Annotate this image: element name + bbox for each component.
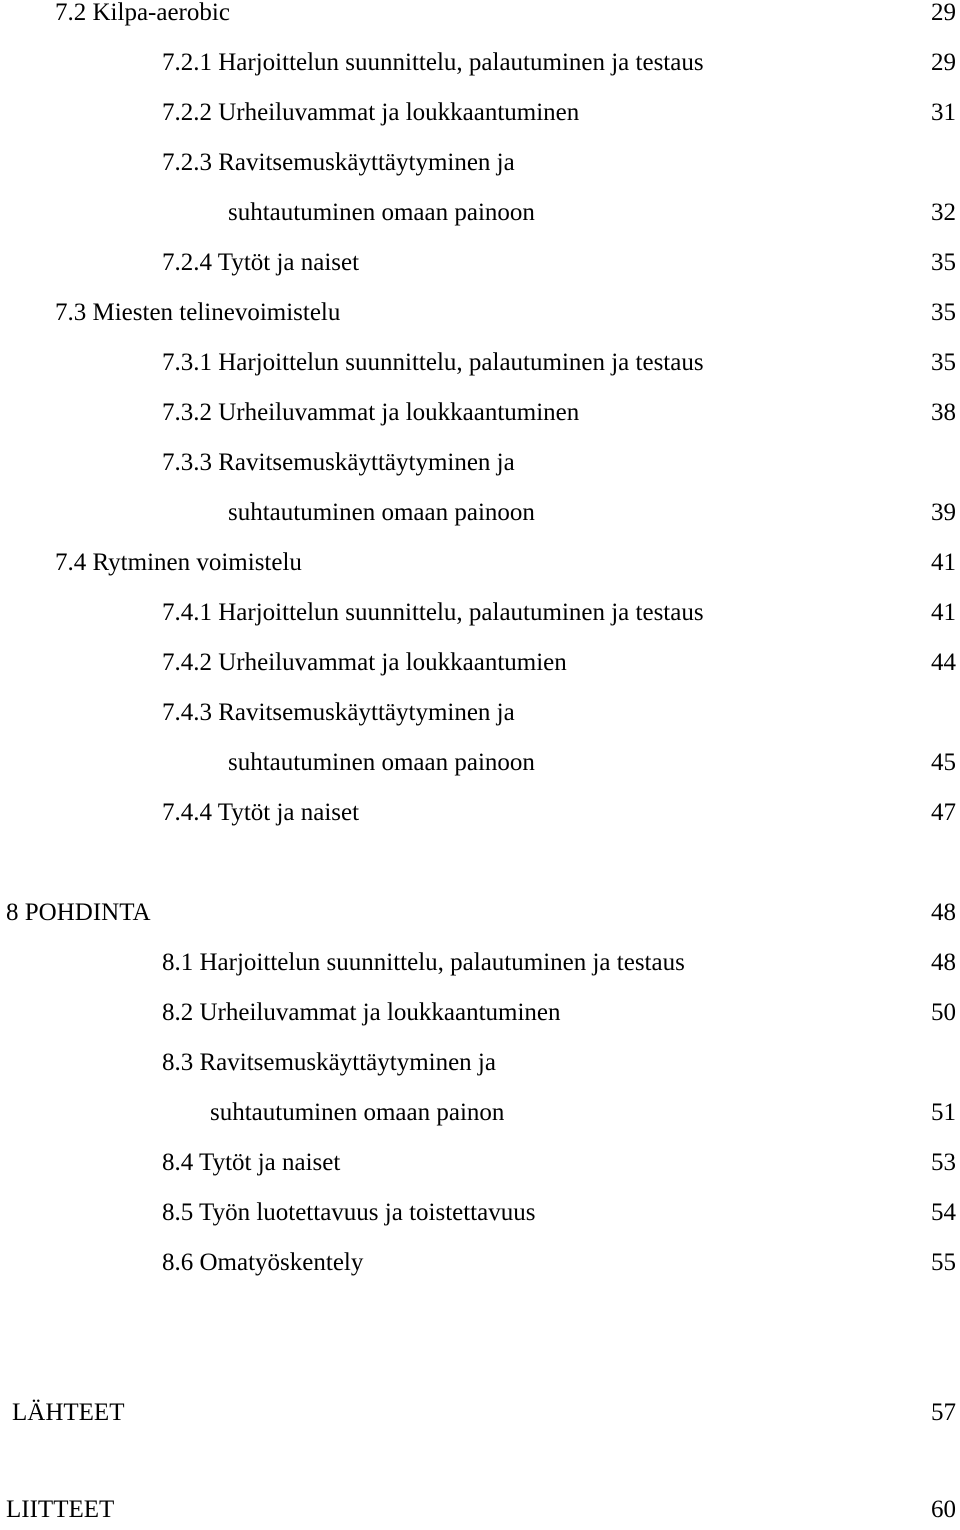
toc-entry-page-number: 29 xyxy=(931,0,956,26)
toc-entry xyxy=(0,1043,960,1083)
toc-entry xyxy=(0,343,960,383)
toc-entry-page-number: 44 xyxy=(931,649,956,676)
toc-entry-title: 7.4.3 Ravitsemuskäyttäytyminen ja xyxy=(162,699,515,726)
toc-entry-title: 8.6 Omatyöskentely xyxy=(162,1249,364,1276)
toc-entry-title: 8.5 Työn luotettavuus ja toistettavuus xyxy=(162,1199,536,1226)
toc-entry-title: 7.3 Miesten telinevoimistelu xyxy=(55,299,341,326)
toc-entry xyxy=(0,893,960,933)
toc-entry-title: 7.4.2 Urheiluvammat ja loukkaantumien xyxy=(162,649,567,676)
toc-entry-page-number: 29 xyxy=(931,49,956,76)
toc-entry xyxy=(0,193,960,233)
toc-entry xyxy=(0,493,960,533)
toc-entry-title: suhtautuminen omaan painon xyxy=(210,1099,505,1126)
toc-entry-page-number: 35 xyxy=(931,249,956,276)
toc-entry xyxy=(0,943,960,983)
toc-entry xyxy=(0,393,960,433)
toc-entry-page-number: 47 xyxy=(931,799,956,826)
toc-entry-title: LÄHTEET xyxy=(12,1399,125,1426)
toc-entry xyxy=(0,993,960,1033)
toc-entry-page-number: 48 xyxy=(931,899,956,926)
toc-entry-page-number: 54 xyxy=(931,1199,956,1226)
toc-entry-title: 7.3.2 Urheiluvammat ja loukkaantuminen xyxy=(162,399,580,426)
toc-entry-page-number: 50 xyxy=(931,999,956,1026)
toc-entry-title: 7.4 Rytminen voimistelu xyxy=(55,549,302,576)
toc-entry-page-number: 57 xyxy=(931,1399,956,1426)
toc-entry-title: 8.1 Harjoittelun suunnittelu, palautuminen ja testaus xyxy=(162,949,685,976)
toc-entry xyxy=(0,1490,960,1530)
toc-entry xyxy=(0,1193,960,1233)
toc-entry xyxy=(0,1093,960,1133)
toc-entry xyxy=(0,593,960,633)
toc-entry-title: 8.2 Urheiluvammat ja loukkaantuminen xyxy=(162,999,561,1026)
toc-entry xyxy=(0,243,960,283)
toc-entry-title: 7.2.2 Urheiluvammat ja loukkaantuminen xyxy=(162,99,580,126)
toc-entry-title: 7.3.3 Ravitsemuskäyttäytyminen ja xyxy=(162,449,515,476)
toc-entry-page-number: 45 xyxy=(931,749,956,776)
toc-entry-page-number: 55 xyxy=(931,1249,956,1276)
toc-entry-page-number: 32 xyxy=(931,199,956,226)
toc-entry-page-number: 53 xyxy=(931,1149,956,1176)
toc-entry-title: 7.3.1 Harjoittelun suunnittelu, palautuminen ja testaus xyxy=(162,349,704,376)
toc-entry-title: suhtautuminen omaan painoon xyxy=(228,199,535,226)
toc-entry xyxy=(0,0,960,33)
toc-entry xyxy=(0,643,960,683)
toc-entry-title: 8.3 Ravitsemuskäyttäytyminen ja xyxy=(162,1049,496,1076)
toc-entry-title: LIITTEET xyxy=(6,1496,115,1523)
toc-entry-title: suhtautuminen omaan painoon xyxy=(228,499,535,526)
toc-entry xyxy=(0,43,960,83)
toc-entry-page-number: 35 xyxy=(931,299,956,326)
toc-entry-title: 7.2.4 Tytöt ja naiset xyxy=(162,249,360,276)
toc-entry xyxy=(0,293,960,333)
toc-entry-title: 7.2.1 Harjoittelun suunnittelu, palautuminen ja testaus xyxy=(162,49,704,76)
toc-entry xyxy=(0,443,960,483)
toc-entry-title: 7.2.3 Ravitsemuskäyttäytyminen ja xyxy=(162,149,515,176)
toc-entry xyxy=(0,143,960,183)
toc-entry-page-number: 31 xyxy=(931,99,956,126)
toc-entry-title: 8.4 Tytöt ja naiset xyxy=(162,1149,341,1176)
toc-entry-title: 7.4.1 Harjoittelun suunnittelu, palautuminen ja testaus xyxy=(162,599,704,626)
toc-entry xyxy=(0,1143,960,1183)
toc-entry-page-number: 39 xyxy=(931,499,956,526)
toc-entry-page-number: 38 xyxy=(931,399,956,426)
toc-entry-page-number: 41 xyxy=(931,549,956,576)
toc-entry-page-number: 48 xyxy=(931,949,956,976)
toc-entry-page-number: 51 xyxy=(931,1099,956,1126)
toc-entry xyxy=(0,743,960,783)
toc-entry-page-number: 41 xyxy=(931,599,956,626)
toc-entry-title: 8 POHDINTA xyxy=(6,899,151,926)
toc-entry xyxy=(0,543,960,583)
toc-entry xyxy=(0,93,960,133)
toc-entry-page-number: 35 xyxy=(931,349,956,376)
toc-entry xyxy=(0,1393,960,1433)
toc-entry xyxy=(0,793,960,833)
toc-entry-title: suhtautuminen omaan painoon xyxy=(228,749,535,776)
toc-entry-page-number: 60 xyxy=(931,1496,956,1523)
toc-entry-title: 7.4.4 Tytöt ja naiset xyxy=(162,799,360,826)
toc-entry-title: 7.2 Kilpa-aerobic xyxy=(55,0,230,26)
toc-entry xyxy=(0,693,960,733)
toc-entry xyxy=(0,1243,960,1283)
